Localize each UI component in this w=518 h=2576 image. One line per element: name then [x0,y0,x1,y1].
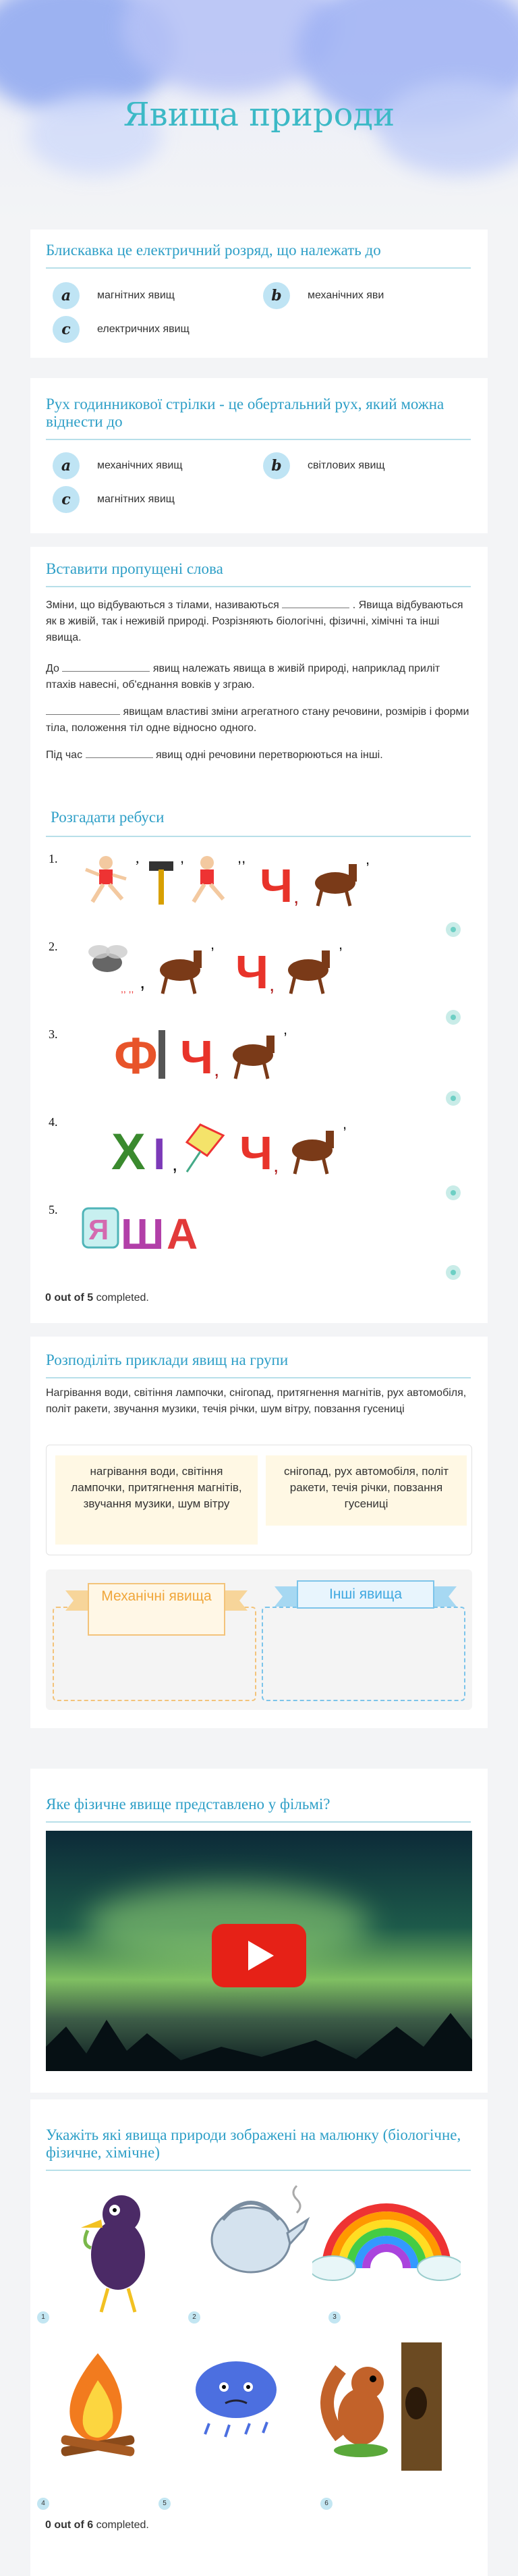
divider [46,836,471,837]
svg-text:,, ,,: ,, ,, [121,984,134,994]
text: явищ належать явища в живій природі, наприклад приліт птахів навесні, об'єднання вовків у зграю. [46,663,440,691]
svg-text:,,: ,, [237,849,246,866]
rebus-letter: Ч [260,859,293,910]
ruler-icon [159,1030,165,1079]
option-label[interactable]: світлових явищ [308,460,385,471]
option-label[interactable]: механічних яви [308,290,384,301]
divider [46,2170,471,2171]
rebus-letter: , [273,1154,279,1177]
header-banner [0,0,518,223]
rebus-letter: Ч [239,1127,273,1179]
rebus-5-picture [79,1199,295,1260]
question-title: Рух годинникової стрілки - це обертальний рух, який можна віднести до [46,396,444,430]
question-title: Блискавка це електричний розряд, що належать до [46,242,381,259]
svg-text:,: , [343,1115,347,1132]
question-card-2 [30,378,488,533]
drop-zone-other[interactable] [262,1607,465,1701]
divider [46,1377,471,1378]
question-card-6 [30,1769,488,2093]
svg-text:,: , [339,936,343,952]
svg-text:,: , [366,851,370,867]
group-label-mechanical: Механічні явища [101,1588,212,1604]
campfire-icon [44,2346,152,2461]
text: До [46,663,59,674]
video-player[interactable] [46,1831,472,2071]
svg-text:,: , [210,936,215,952]
option-label[interactable]: механічних явищ [97,460,183,471]
play-icon [248,1941,275,1970]
rebus-number: 5. [49,1203,58,1216]
divider [46,439,471,440]
draggable-item[interactable]: нагрівання води, світіння лампочки, притягнення магнітів, звучання музики, шум вітру [55,1455,258,1545]
question-title: Укажіть які явища природи зображені на малюнку (біологічне, фізичне, хімічне) [46,2126,461,2161]
horse-icon [315,864,357,906]
image-tag-3[interactable] [327,2311,341,2324]
paragraph-3 [46,703,471,736]
text: явищам властиві зміни агрегатного стану речовини, розмірів і форми тіла, положення тіл одне відносно одного. [46,706,469,734]
text: Під час [46,749,83,761]
divider [46,586,471,587]
page-title: Явища природи [123,96,395,134]
check-indicator[interactable] [446,1265,461,1280]
blank-input[interactable] [62,660,150,672]
rebus-number: 4. [49,1115,58,1129]
hammer-icon [149,861,173,905]
rebus-number: 1. [49,852,58,865]
horse-icon [160,950,202,994]
text: Зміни, що відбуваються з тілами, називаються [46,599,279,611]
text: явищ одні речовини перетворюються на інші. [155,749,383,761]
paragraph-4 [46,747,471,763]
option-label[interactable]: магнітних явищ [97,290,175,301]
paragraph-1 [46,597,471,646]
running-man-icon [86,856,126,902]
crow-icon [61,2180,175,2315]
question-title: Вставити пропущені слова [46,560,223,577]
rebus-number: 2. [49,940,58,953]
option-badge-b[interactable]: b [263,452,290,479]
rebus-letter: , [293,886,299,908]
option-badge-a[interactable]: a [53,282,80,309]
tag-number: 6 [320,2498,333,2510]
rebus-3-picture [79,1018,430,1085]
horse-icon [233,1036,275,1079]
blank-input[interactable] [46,703,120,715]
group-label-other: Інші явища [329,1586,402,1602]
treeline-icon [46,2000,472,2071]
rebus-letter: Ч [235,946,269,998]
progress-status [45,2519,149,2531]
running-man-icon [194,856,223,902]
rebus-letter: , [172,1153,178,1175]
check-indicator[interactable] [446,1010,461,1025]
image-tag-5[interactable] [157,2498,171,2510]
image-tag-1[interactable] [36,2311,49,2324]
svg-text:,: , [136,849,140,866]
rebus-number: 3. [49,1027,58,1041]
svg-text:,: , [283,1021,288,1038]
completed-count: 0 out of 6 [45,2519,94,2531]
completed-count: 0 out of 5 [45,1292,94,1304]
check-indicator[interactable] [446,922,461,937]
option-badge-c[interactable]: c [53,316,80,343]
paragraph-2 [46,660,471,693]
option-label[interactable]: магнітних явищ [97,493,175,505]
rebus-letter: Ш [121,1210,165,1258]
check-indicator[interactable] [446,1091,461,1106]
fly-icon [88,945,127,972]
question-card-4 [30,790,488,1323]
option-label[interactable]: електричних явищ [97,323,190,335]
ribbon-icon [65,1578,248,1636]
svg-text:,: , [180,849,185,866]
squirrel-icon [320,2342,442,2471]
kettle-icon [196,2179,310,2280]
image-tag-4[interactable] [36,2498,49,2510]
rebus-letter: , [214,1058,220,1081]
svg-text:,: , [140,971,146,993]
blank-input[interactable] [86,747,153,758]
kite-icon [187,1125,223,1172]
rain-cloud-icon [182,2349,290,2457]
question-card-5 [30,1337,488,1728]
rebus-4-picture [79,1111,430,1179]
question-title: Яке фізичне явище представлено у фільмі? [46,1796,330,1813]
text: . Явища відбуваються як в живій, так і неживій природі. Розрізняють біологічні, фізичні, хімічні та інші явища. [46,599,463,643]
divider [46,1821,471,1823]
completed-label: completed. [96,2519,149,2531]
blank-input[interactable] [282,597,349,608]
rebus-letter: Ф [114,1027,158,1085]
image-tag-2[interactable] [187,2311,200,2324]
tag-number: 2 [188,2311,200,2324]
tag-number: 4 [37,2498,49,2510]
divider [46,267,471,269]
tag-number: 1 [37,2311,49,2324]
completed-label: completed. [96,1292,149,1304]
rebus-letter: Х [111,1123,146,1179]
rebus-2-picture [79,933,430,1000]
tag-number: 5 [159,2498,171,2510]
rebus-letter: А [167,1210,198,1258]
question-title: Розподіліть приклади явищ на групи [46,1351,289,1368]
check-indicator[interactable] [446,1185,461,1200]
horse-icon [292,1131,334,1174]
rebus-letter: Ч [180,1031,214,1083]
rebus-1-picture [79,849,430,910]
option-badge-b[interactable]: b [263,282,290,309]
option-badge-a[interactable]: a [53,452,80,479]
option-badge-c[interactable]: c [53,486,80,513]
question-card-7 [30,2099,488,2576]
instruction-text: Нагрівання води, світіння лампочки, снігопад, притягнення магнітів, рух автомобіля, політ ракети, звучання музики, течія річки, шум вітру, повзання гусениці [46,1387,467,1415]
rebus-letter: , [269,973,275,996]
progress-status [45,1292,149,1304]
rainbow-icon [312,2180,461,2282]
rebus-letter: Я [88,1214,109,1245]
question-title: Розгадати ребуси [51,809,165,826]
horse-icon [288,950,330,994]
image-tag-6[interactable] [319,2498,333,2510]
question-card-1 [30,230,488,358]
question-card-3 [30,547,488,797]
rebus-letter: І [153,1129,166,1179]
tag-number: 3 [328,2311,341,2324]
draggable-item[interactable]: снігопад, рух автомобіля, політ ракети, течія річки, повзання гусениці [266,1455,467,1526]
